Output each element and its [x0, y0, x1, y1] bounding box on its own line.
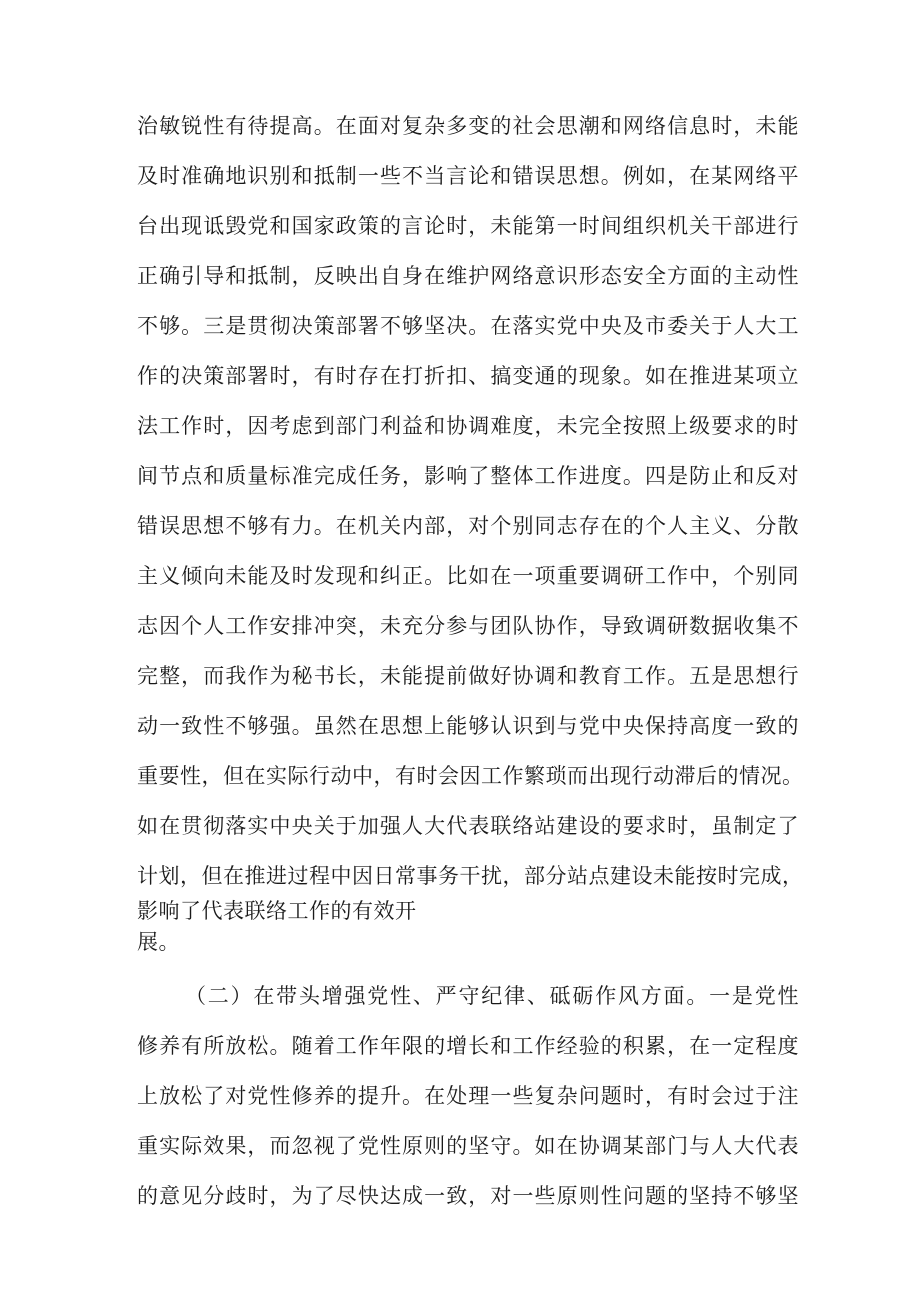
text-line: 重实际效果，而忽视了党性原则的坚守。如在协调某部门与人大代表: [137, 1134, 799, 1158]
text-line: 展。: [137, 930, 180, 954]
text-line: 及时准确地识别和抵制一些不当言论和错误思想。例如，在某网络平: [137, 164, 799, 188]
text-line: 错误思想不够有力。在机关内部，对个别同志存在的个人主义、分散: [137, 514, 799, 538]
text-line: 重要性，但在实际行动中，有时会因工作繁琐而出现行动滞后的情况。: [137, 764, 804, 788]
text-line: 如在贯彻落实中央关于加强人大代表联络站建设的要求时，虽制定了: [137, 814, 799, 838]
text-line: 影响了代表联络工作的有效开: [137, 899, 417, 923]
text-line: 志因个人工作安排冲突，未充分参与团队协作，导致调研数据收集不: [137, 614, 799, 638]
text-line: 主义倾向未能及时发现和纠正。比如在一项重要调研工作中，个别同: [137, 564, 799, 588]
text-line: 的意见分歧时，为了尽快达成一致，对一些原则性问题的坚持不够坚: [137, 1184, 799, 1208]
text-line: 完整，而我作为秘书长，未能提前做好协调和教育工作。五是思想行: [137, 664, 799, 688]
text-line: 正确引导和抵制，反映出自身在维护网络意识形态安全方面的主动性: [137, 264, 799, 288]
text-line: 间节点和质量标准完成任务，影响了整体工作进度。四是防止和反对: [137, 464, 799, 488]
section-heading-line: （二）在带头增强党性、严守纪律、砥砺作风方面。一是党性: [185, 984, 799, 1008]
text-line: 动一致性不够强。虽然在思想上能够认识到与党中央保持高度一致的: [137, 714, 799, 738]
text-line: 不够。三是贯彻决策部署不够坚决。在落实党中央及市委关于人大工: [137, 314, 799, 338]
text-line: 作的决策部署时，有时存在打折扣、搞变通的现象。如在推进某项立: [137, 364, 799, 388]
text-line: 治敏锐性有待提高。在面对复杂多变的社会思潮和网络信息时，未能: [137, 114, 799, 138]
text-line: 台出现诋毁党和国家政策的言论时，未能第一时间组织机关干部进行: [137, 214, 799, 238]
text-line: 修养有所放松。随着工作年限的增长和工作经验的积累，在一定程度: [137, 1034, 799, 1058]
text-line: 计划，但在推进过程中因日常事务干扰，部分站点建设未能按时完成，: [137, 864, 804, 888]
text-line: 上放松了对党性修养的提升。在处理一些复杂问题时，有时会过于注: [137, 1084, 799, 1108]
text-line: 法工作时，因考虑到部门利益和协调难度，未完全按照上级要求的时: [137, 414, 799, 438]
